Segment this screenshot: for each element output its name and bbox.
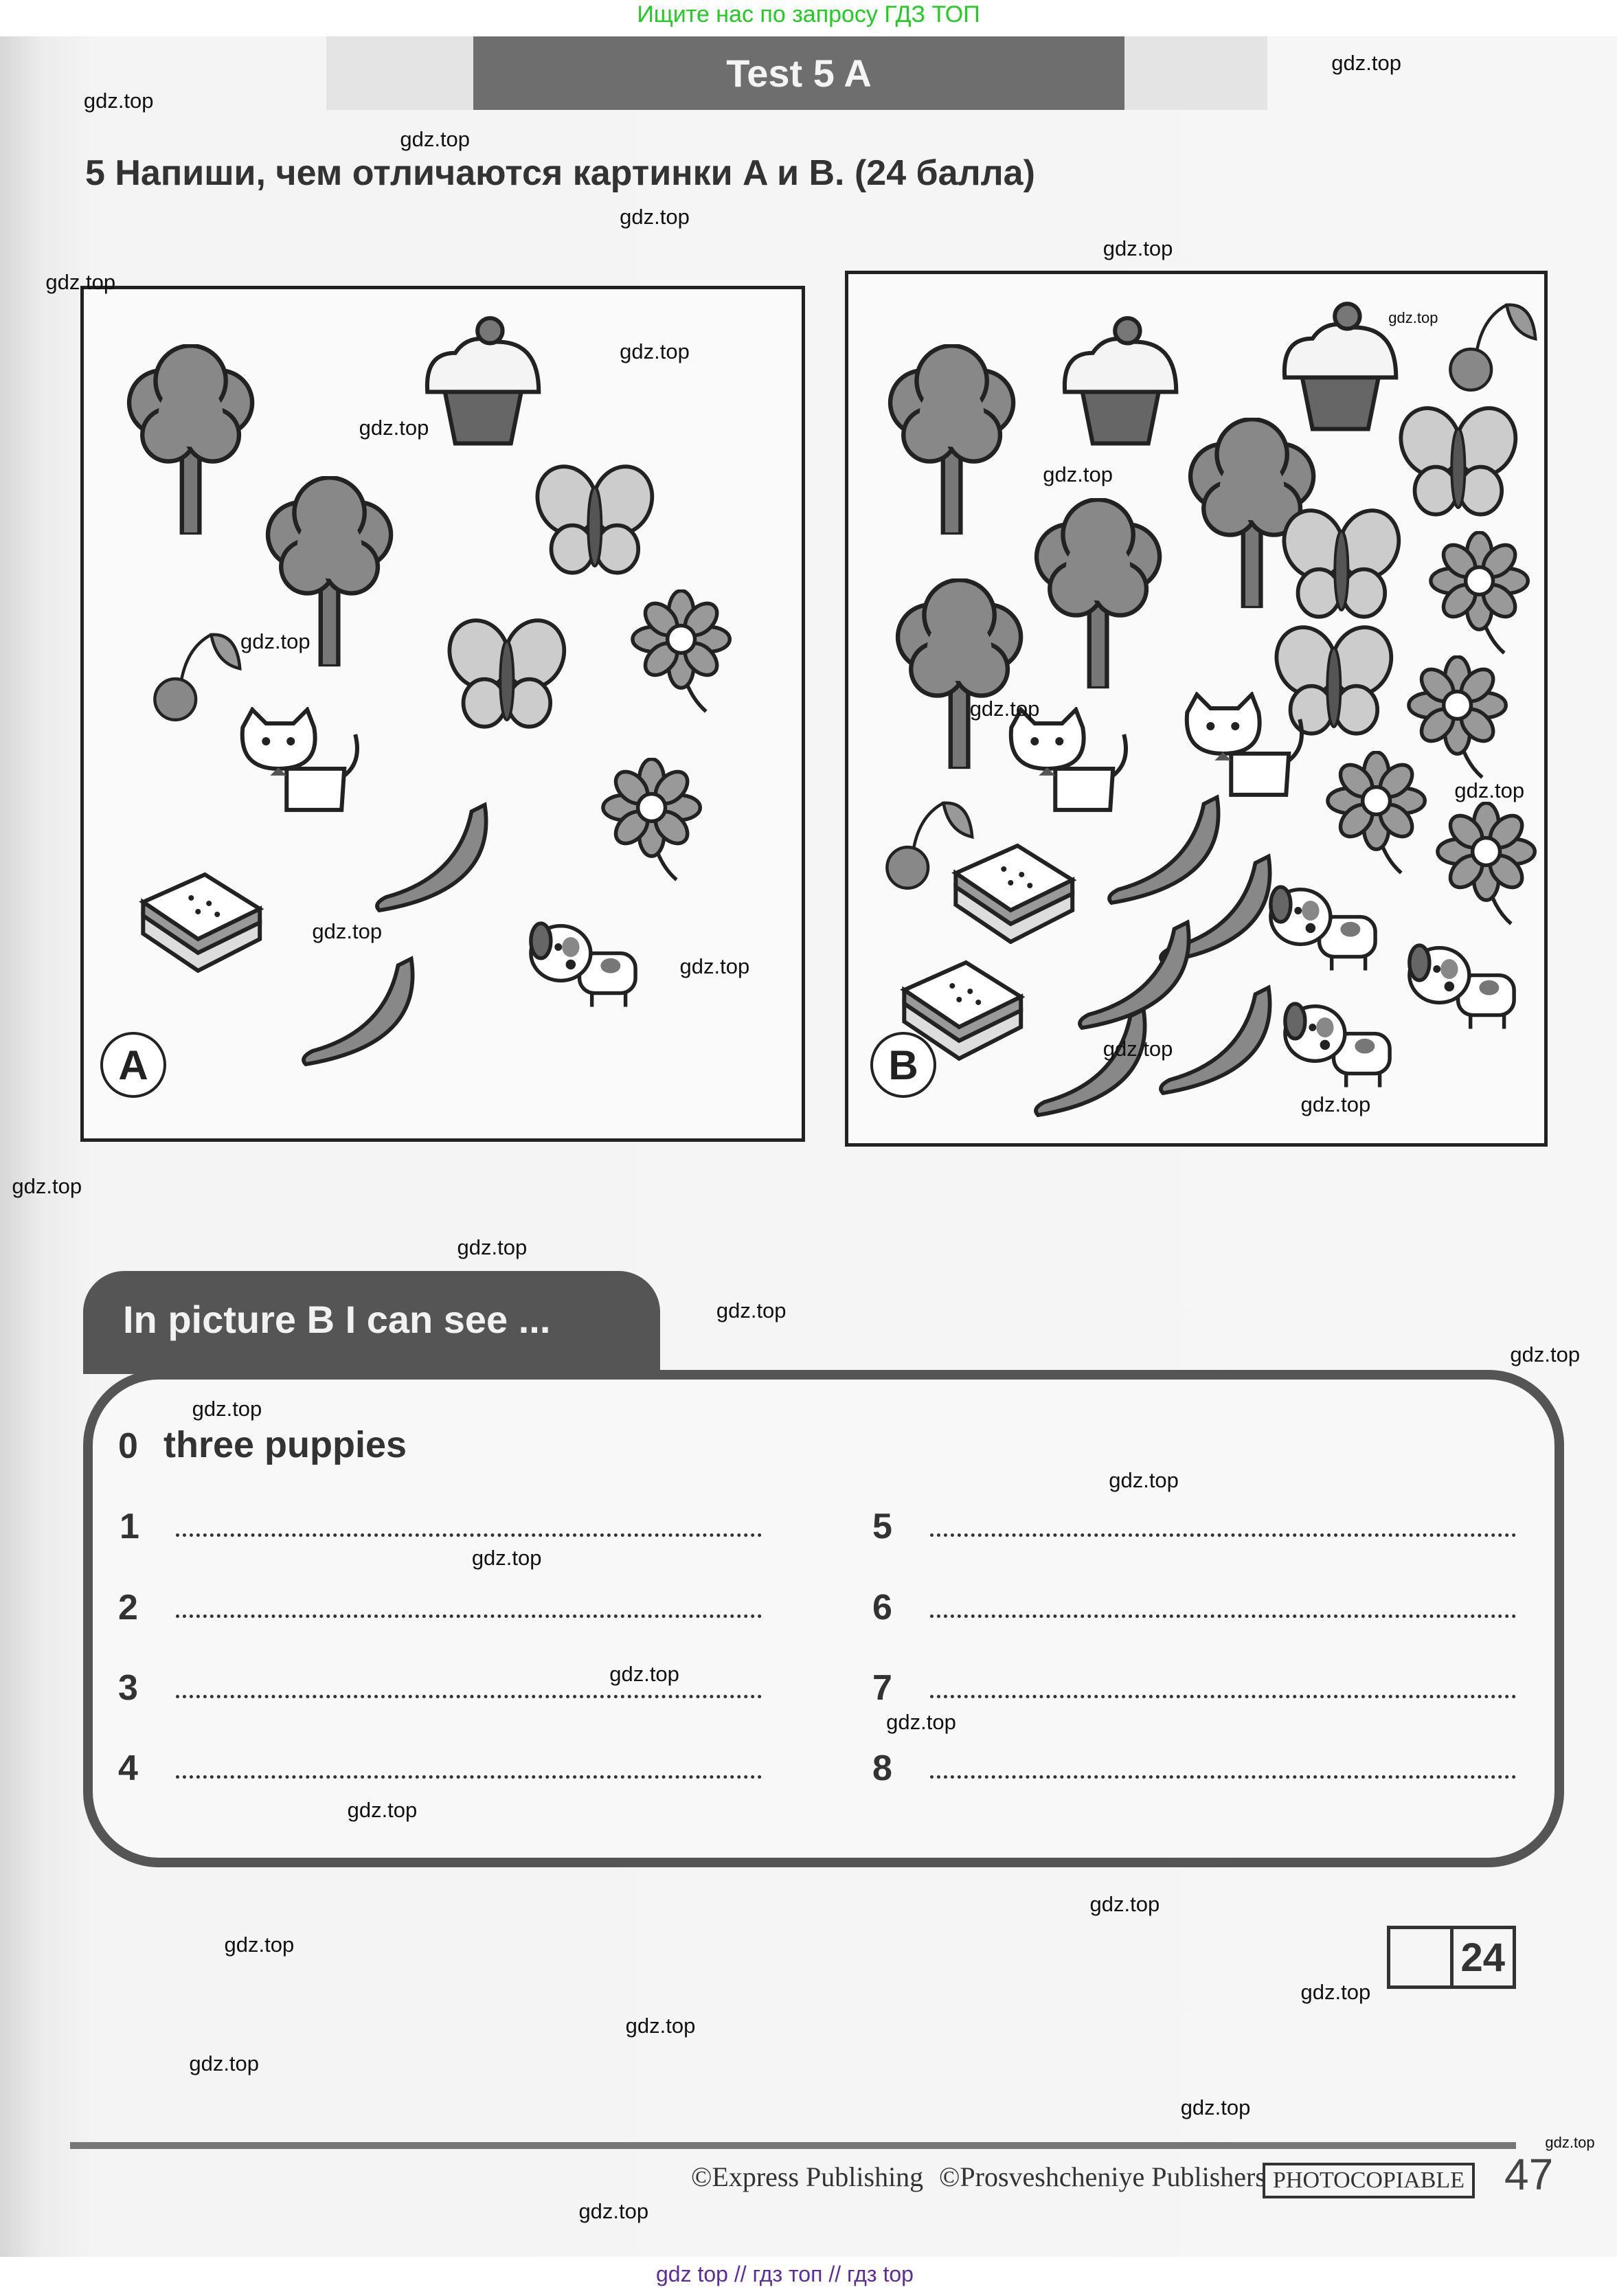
flower-icon (1417, 531, 1541, 655)
example-number: 0 (118, 1426, 138, 1466)
watermark-text: gdz.top (224, 1933, 295, 1957)
watermark-text: gdz.top (240, 629, 310, 653)
watermark-text: gdz.top (1545, 2134, 1595, 2152)
watermark-text: gdz.top (192, 1396, 262, 1421)
watermark-text: gdz.top (1300, 1092, 1371, 1116)
example-answer: three puppies (163, 1424, 407, 1465)
watermark-text: gdz.top (1300, 1979, 1371, 2004)
cupcake-icon (414, 311, 553, 451)
photocopiable-badge: PHOTOCOPIABLE (1263, 2163, 1475, 2198)
puppy-icon (1402, 930, 1526, 1033)
flower-icon (619, 589, 743, 714)
flower-icon (1424, 802, 1548, 926)
footer-divider (70, 2142, 1516, 2149)
flower-icon (1314, 751, 1438, 875)
watermark-text: gdz.top (1102, 236, 1173, 261)
watermark-text: gdz.top (679, 954, 750, 979)
answer-number-1: 1 (120, 1507, 139, 1546)
answer-number-2: 2 (118, 1588, 138, 1628)
watermark-text: gdz.top (1331, 50, 1401, 75)
sandwich-icon (128, 868, 268, 978)
score-max: 24 (1460, 1935, 1505, 1980)
cherry-icon (1435, 293, 1537, 395)
watermark-text: gdz.top (1043, 462, 1113, 486)
watermark-text: gdz.top (457, 1235, 528, 1260)
butterfly-icon (1391, 396, 1523, 528)
watermark-text: gdz.top (347, 1798, 418, 1823)
answer-line-6[interactable] (930, 1614, 1516, 1618)
banana-icon (1025, 1003, 1157, 1135)
answer-number-5: 5 (872, 1507, 892, 1546)
score-box (1387, 1926, 1516, 1989)
answer-line-3[interactable] (176, 1695, 762, 1698)
watermark-text: gdz.top (1102, 1036, 1173, 1061)
butterfly-icon (1274, 498, 1406, 630)
answer-line-1[interactable] (176, 1533, 762, 1537)
tree-icon (879, 344, 1025, 534)
answer-section-heading: In picture B I can see ... (83, 1271, 660, 1374)
page-number: 47 (1504, 2150, 1554, 2199)
watermark-text: gdz.top (716, 1298, 787, 1323)
watermark-text: gdz.top (620, 204, 690, 229)
cat-icon (231, 707, 370, 817)
answer-number-6: 6 (872, 1588, 892, 1628)
answer-number-3: 3 (118, 1668, 138, 1708)
answer-number-4: 4 (118, 1748, 138, 1788)
site-banner-text: Ищите нас по запросу ГДЗ ТОП (637, 1, 980, 27)
banana-icon (293, 952, 425, 1084)
answer-line-8[interactable] (930, 1775, 1516, 1779)
cherry-icon (139, 622, 242, 725)
score-input[interactable] (1390, 1929, 1454, 1985)
watermark-text: gdz.top (969, 696, 1040, 721)
copyright-express: ©Express Publishing (691, 2161, 924, 2192)
picture-a-label: A (100, 1032, 166, 1098)
sandwich-icon (941, 839, 1081, 949)
banana-icon (366, 798, 498, 930)
picture-b-label: B (870, 1032, 936, 1098)
watermark-text: gdz.top (625, 2013, 696, 2038)
watermark-text: gdz.top (1510, 1342, 1581, 1367)
watermark-text: gdz.top (359, 415, 429, 440)
answer-number-7: 7 (872, 1668, 892, 1708)
butterfly-icon (528, 454, 659, 586)
watermark-text: gdz.top (1454, 778, 1525, 803)
watermark-text: gdz.top (189, 2051, 260, 2075)
puppy-icon (1278, 989, 1402, 1091)
watermark-text: gdz.top (83, 89, 154, 113)
watermark-text: gdz.top (578, 2199, 649, 2224)
answer-number-8: 8 (872, 1748, 892, 1788)
watermark-text: gdz.top (886, 1710, 956, 1735)
watermark-text: gdz.top (1089, 1891, 1160, 1916)
answer-line-4[interactable] (176, 1775, 762, 1779)
puppy-icon (523, 908, 648, 1011)
page-title: Test 5 A (473, 36, 1124, 110)
copyright-prosveshcheniye: ©Prosveshcheniye Publishers (939, 2161, 1266, 2192)
watermark-text: gdz.top (471, 1546, 542, 1571)
bottom-site-links[interactable]: gdz top // гдз топ // гдз top (656, 2262, 914, 2286)
tree-icon (117, 344, 264, 534)
watermark-text: gdz.top (1109, 1468, 1179, 1493)
watermark-text: gdz.top (45, 270, 116, 295)
answer-line-2[interactable] (176, 1614, 762, 1618)
watermark-text: gdz.top (1180, 2095, 1251, 2119)
watermark-text: gdz.top (12, 1173, 82, 1198)
watermark-text: gdz.top (620, 339, 690, 363)
cat-icon (1175, 692, 1315, 802)
watermark-text: gdz.top (609, 1661, 679, 1686)
watermark-text: gdz.top (400, 126, 471, 151)
tree-icon (1025, 498, 1171, 688)
answer-line-5[interactable] (930, 1533, 1516, 1537)
flower-icon (589, 758, 714, 882)
butterfly-icon (440, 608, 572, 740)
watermark-text: gdz.top (312, 919, 383, 943)
answer-line-7[interactable] (930, 1695, 1516, 1698)
task-instruction: 5 Напиши, чем отличаются картинки A и B. (24 балла) (85, 153, 1035, 193)
watermark-text: gdz.top (1388, 308, 1438, 326)
cupcake-icon (1051, 311, 1190, 451)
puppy-icon (1263, 872, 1388, 974)
